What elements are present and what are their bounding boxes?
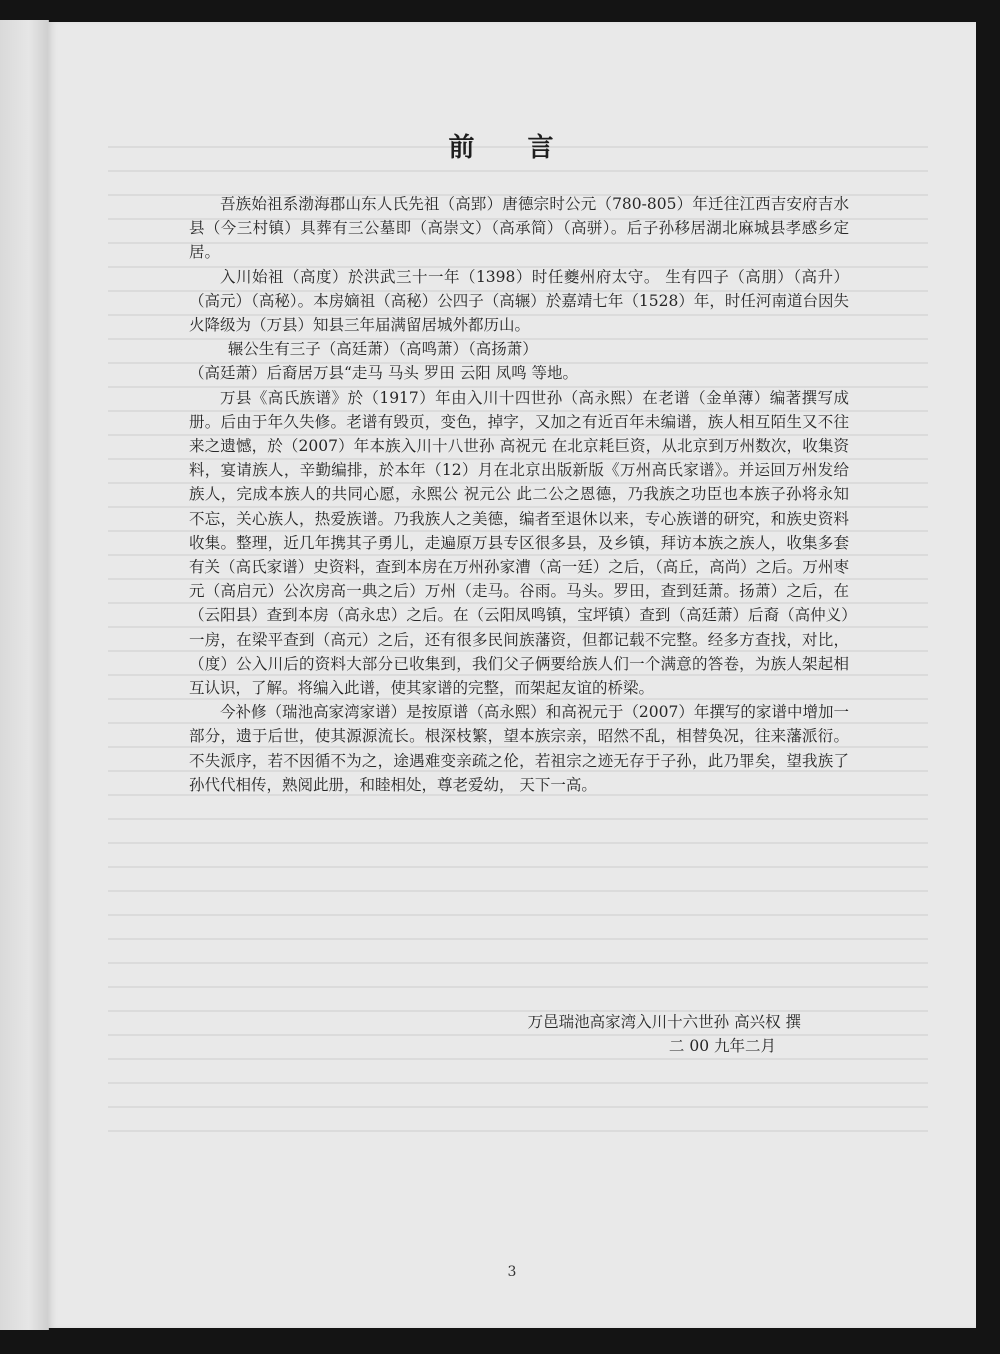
page-number: 3	[507, 1264, 517, 1280]
body-text	[189, 192, 849, 797]
paragraph-descendants: （高廷萧）后裔居万县“走马 马头 罗田 云阳 凤鸣 等地。	[189, 364, 579, 383]
author-line: 万邑瑞池高家湾入川十六世孙 高兴权 撰	[527, 1013, 801, 1031]
paragraph-ancestry: 吾族始祖系渤海郡山东人氏先祖（高郢）唐德宗时公元（780-805）年迁往江西吉安府吉水县（今三村镇）具葬有三公墓即（高崇文）（高承简）（高骈）。后子孙移居湖北麻城县孝感乡定居。	[189, 195, 849, 262]
date-line: 二 00 九年二月	[668, 1037, 776, 1055]
page-title: 前 言	[448, 133, 576, 163]
document-page	[48, 22, 976, 1328]
paragraph-three-sons: 辗公生有三子（高廷萧）（高鸣萧）（高扬萧）	[227, 340, 538, 359]
paragraph-genealogy-history: 万县《高氏族谱》於（1917）年由入川十四世孙（高永熙）在老谱（金单薄）编著撰写成册。后由于年久失修。老谱有毁页，变色，掉字，又加之有近百年未编谱，族人相互陌生又不往来之遗憾，於（2007）年本族入川十八世孙 高祝元 在北京耗巨资，从北京到万州数次，收集资料，宴请族人，辛勤编排，於本年（12）月在北京出版新版《万州高氏家谱》。并运回万州发给族人，完成本族人的共同心愿，永熙公 祝元公 此二公之恩德，乃我族之功臣也本族子孙将永知不忘，关心族人，热爱族谱。乃我族人之美德，编者至退休以来，专心族谱的研究，和族史资料收集。整理，近几年携其子勇儿，走遍原万县专区很多县，及乡镇，拜访本族之族人，收集多套有关（高氏家谱）史资料，查到本房在万州孙家漕（高一廷）之后，（高丘，高尚）之后。万州枣元（高启元）公次房高一典之后）万州（走马。谷雨。马头。罗田，查到廷萧。扬萧）之后，在（云阳县）查到本房（高永忠）之后。在（云阳凤鸣镇，宝坪镇）查到（高廷萧）后裔（高仲义）一房，在梁平查到（高元）之后，还有很多民间族藩资，但都记载不完整。经多方查找，对比，（度）公入川后的资料大部分已收集到，我们父子俩要给族人们一个满意的答卷，为族人架起相互认识，了解。将编入此谱，使其家谱的完整，而架起友谊的桥梁。	[189, 388, 849, 698]
paragraph-sichuan-ancestor: 入川始祖（高度）於洪武三十一年（1398）时任夔州府太守。 生有四子（高朋）（高升）（高元）（高秘）。本房嫡祖（高秘）公四子（高辗）於嘉靖七年（1528）年，时任河南道台因失火降级为（万县）知县三年届满留居城外都历山。	[189, 267, 849, 335]
signature-block	[528, 1010, 801, 1058]
paragraph-revision: 今补修（瑞池高家湾家谱）是按原谱（高永熙）和高祝元于（2007）年撰写的家谱中增加一部分，遗于后世，使其源源流长。根深枝繁，望本族宗亲，昭然不乱，相替奂况，往来藩派衍。不失派序，若不因循不为之，途遇难变亲疏之伦，若祖宗之迹无存于子孙，此乃罪矣，望我族了孙代代相传，熟阅此册，和睦相处，尊老爱幼， 天下一高。	[189, 703, 849, 794]
previous-page-edge	[0, 20, 49, 1330]
